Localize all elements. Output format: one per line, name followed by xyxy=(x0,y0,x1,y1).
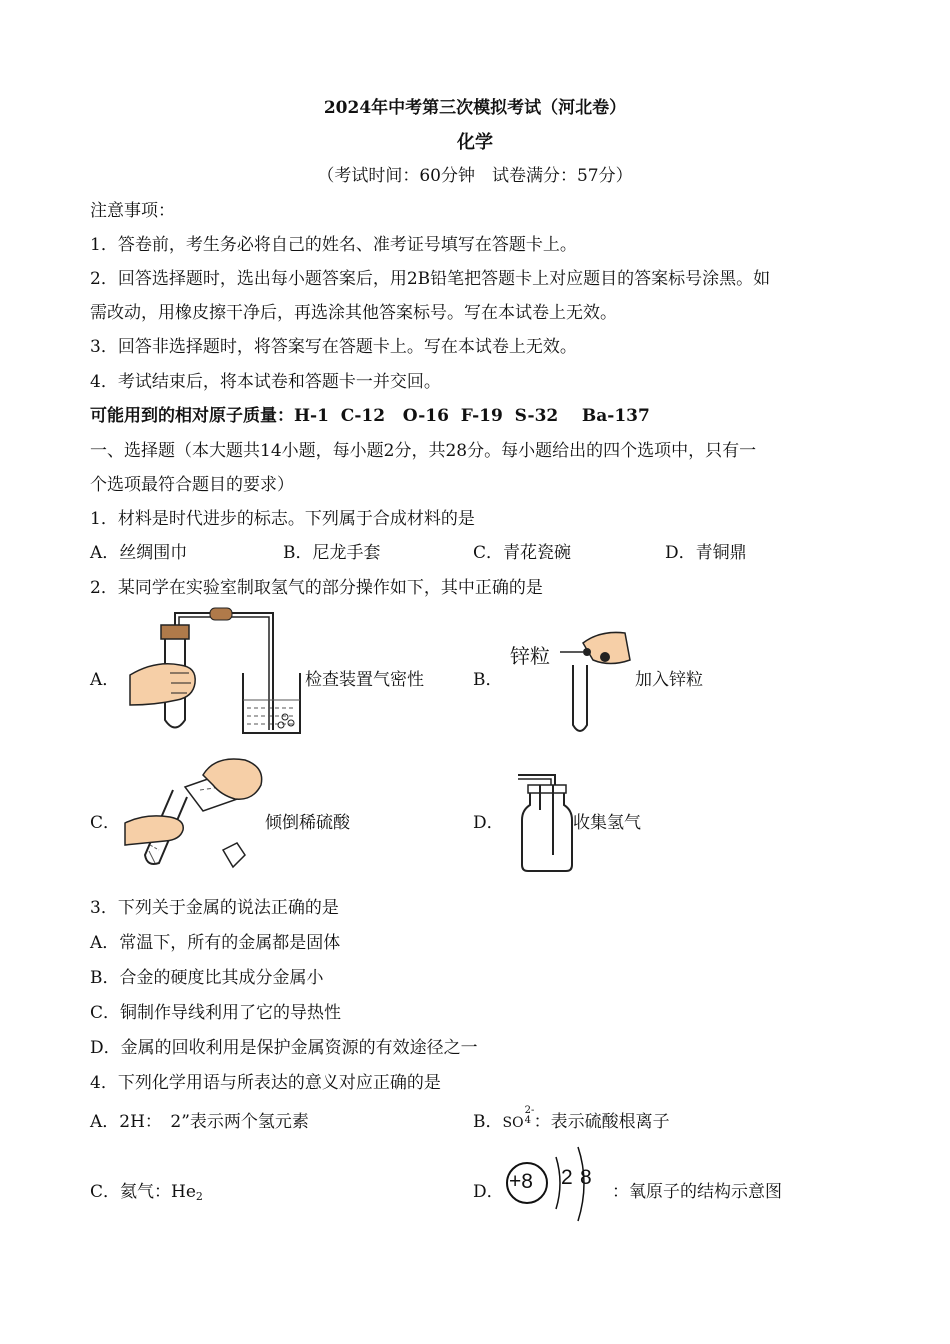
q2-option-d-letter: D． xyxy=(473,813,504,833)
collect-hydrogen-illustration xyxy=(510,765,575,875)
notice-heading: 注意事项： xyxy=(90,201,175,221)
q2-option-c-letter: C． xyxy=(90,813,121,833)
q2-option-b-text: 加入锌粒 xyxy=(635,670,703,690)
q3-option-d: D．金属的回收利用是保护金属资源的有效途径之一 xyxy=(90,1038,478,1058)
electron-shell-1-arc xyxy=(556,1157,560,1209)
shell-1-electrons: 2 xyxy=(561,1166,573,1189)
q3-option-b: B．合金的硬度比其成分金属小 xyxy=(90,968,324,988)
q2-stem: 2．某同学在实验室制取氢气的部分操作如下，其中正确的是 xyxy=(90,578,543,598)
q4-option-d-letter: D． xyxy=(473,1182,504,1202)
q4-option-c-text: C．氦气：He xyxy=(90,1182,196,1202)
sulfate-charge xyxy=(524,1105,535,1126)
add-zinc-illustration xyxy=(555,625,635,740)
notice-item-4: 4．考试结束后，将本试卷和答题卡一并交回。 xyxy=(90,372,441,392)
q2-option-b-letter: B． xyxy=(473,670,503,690)
q1-option-d: D．青铜鼎 xyxy=(665,543,747,563)
q1-stem: 1．材料是时代进步的标志。下列属于合成材料的是 xyxy=(90,509,475,529)
atomic-mass: 可能用到的相对原子质量：H-1 C-12 O-16 F-19 S-32 Ba-137 xyxy=(90,406,650,426)
airtightness-check-illustration xyxy=(125,605,305,740)
nucleus-charge: +8 xyxy=(509,1170,533,1193)
exam-title: 2024年中考第三次模拟考试（河北卷） xyxy=(323,98,627,118)
q2-option-a-text: 检查装置气密性 xyxy=(305,670,424,690)
q4-stem: 4．下列化学用语与所表达的意义对应正确的是 xyxy=(90,1073,441,1093)
q4-option-c-sub: 2 xyxy=(195,1190,203,1203)
q1-option-a: A．丝绸围巾 xyxy=(90,543,188,563)
section1-line2: 个选项最符合题目的要求） xyxy=(90,475,294,495)
q3-option-c: C．铜制作导线利用了它的导热性 xyxy=(90,1003,342,1023)
q2-option-a-letter: A． xyxy=(90,670,120,690)
q4-option-b xyxy=(473,1107,670,1132)
q4-option-c xyxy=(90,1177,203,1203)
q4-option-b-letter: B． xyxy=(473,1112,503,1132)
pour-acid-illustration xyxy=(125,755,265,875)
zinc-granule-label: 锌粒 xyxy=(510,644,550,668)
sulfate-charge-sub: 4 xyxy=(524,1115,531,1126)
q4-option-d-text: ：氧原子的结构示意图 xyxy=(612,1182,782,1202)
q1-option-b: B．尼龙手套 xyxy=(283,543,381,563)
q4-option-b-text: ：表示硫酸根离子 xyxy=(533,1112,670,1132)
q1-option-c: C．青花瓷碗 xyxy=(473,543,572,563)
notice-item-1: 1．答卷前，考生务必将自己的姓名、准考证号填写在答题卡上。 xyxy=(90,235,577,255)
sulfate-formula: SO xyxy=(502,1115,524,1131)
section1-line1: 一、选择题（本大题共14小题，每小题2分，共28分。每小题给出的四个选项中，只有一 xyxy=(90,441,757,461)
q2-option-d-text: 收集氢气 xyxy=(573,813,641,833)
notice-item-2: 2．回答选择题时，选出每小题答案后，用2B铅笔把答题卡上对应题目的答案标号涂黑。如 xyxy=(90,269,771,289)
exam-info: （考试时间：60分钟 试卷满分：57分） xyxy=(317,166,633,186)
exam-subject: 化学 xyxy=(457,132,493,153)
shell-2-electrons: 8 xyxy=(580,1166,592,1189)
q3-stem: 3．下列关于金属的说法正确的是 xyxy=(90,898,339,918)
q2-option-c-text: 倾倒稀硫酸 xyxy=(265,813,350,833)
notice-item-2-cont: 需改动，用橡皮擦干净后，再选涂其他答案标号。写在本试卷上无效。 xyxy=(90,303,617,323)
notice-item-3: 3．回答非选择题时，将答案写在答题卡上。写在本试卷上无效。 xyxy=(90,337,577,357)
sulfate-charge-sup: 2- xyxy=(524,1105,535,1116)
q4-option-a: A．2H： 2”表示两个氢元素 xyxy=(90,1112,309,1132)
q3-option-a: A．常温下，所有的金属都是固体 xyxy=(90,933,341,953)
